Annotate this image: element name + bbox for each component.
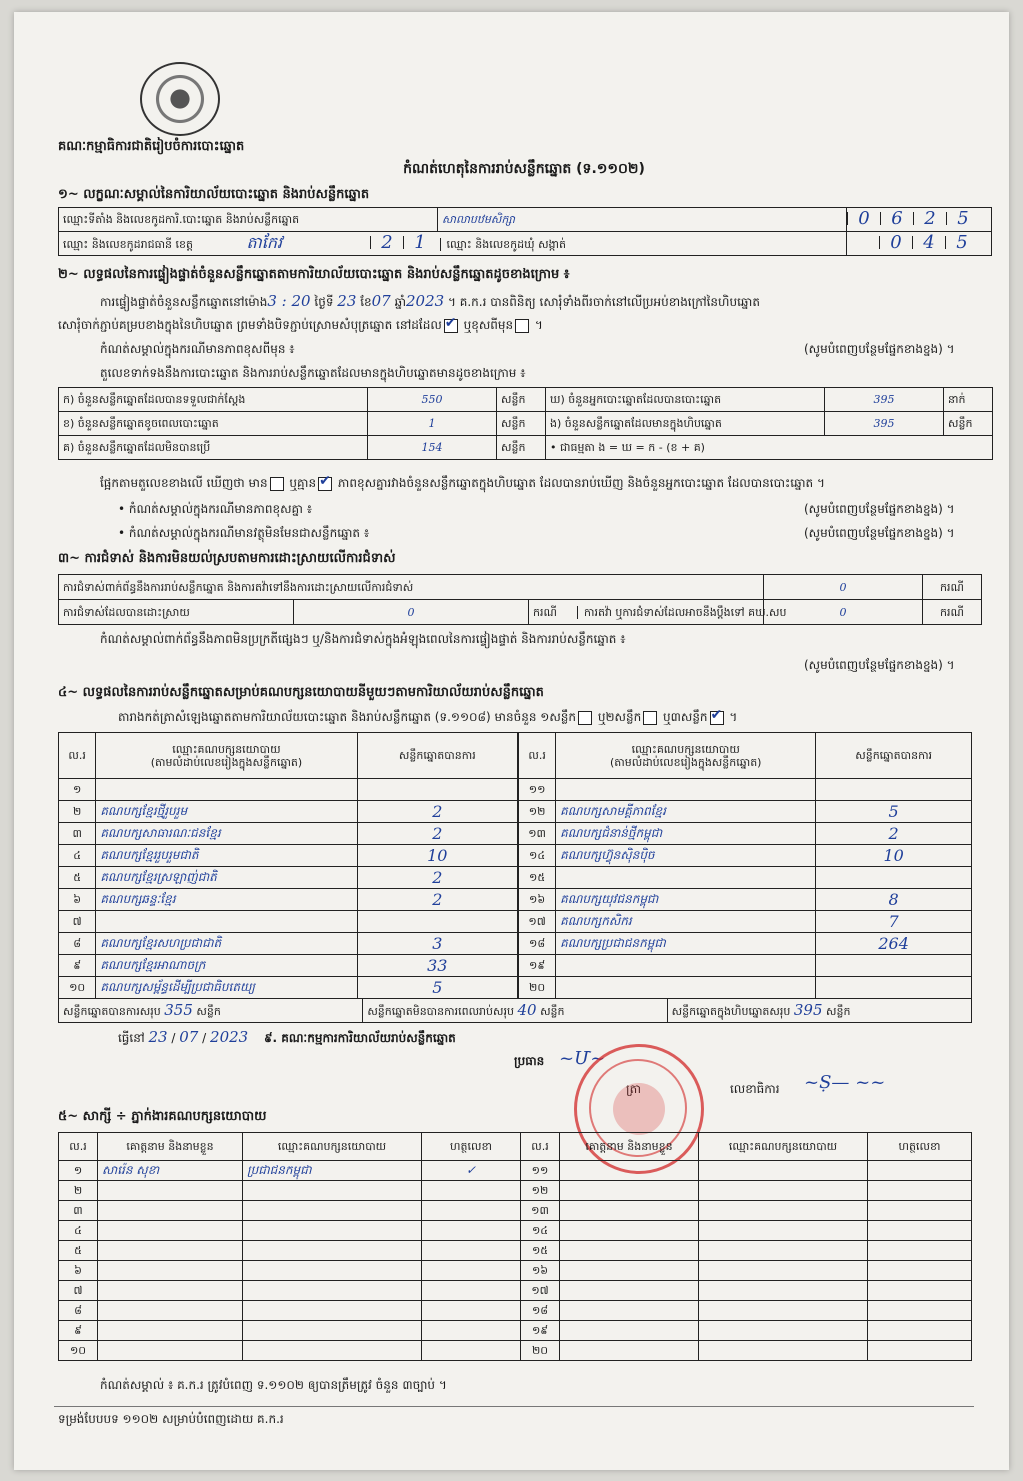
form-page: [14, 12, 1009, 1470]
witness-number: ១១: [521, 1161, 560, 1181]
witness-number: ៨: [59, 1301, 98, 1321]
witness-party[interactable]: [699, 1221, 868, 1241]
witness-name[interactable]: [560, 1241, 699, 1261]
witness-note: កំណត់សម្គាល់ ៖ គ.ក.រ ត្រូវបំពេញ ទ.១១០២ ឲ្យបានត្រឹមត្រូវ ចំនួន ៣ច្បាប់ ។: [100, 1378, 447, 1392]
irregularity-note: កំណត់សម្គាល់ពាក់ព័ន្ធនឹងភាពមិនប្រក្រតីផ្សេងៗ ឬ/និងការជំទាស់ក្នុងអំឡុងពេលនៃការផ្ទៀងផ្ទាត់ និងការរាប់សន្លឹកឆ្នោត ៖: [100, 632, 626, 646]
witness-number: ៤: [59, 1221, 98, 1241]
witness-party[interactable]: [243, 1221, 422, 1241]
complaints-table: ការជំទាស់ពាក់ព័ន្ធនឹងការរាប់សន្លឹកឆ្នោត និងការតវ៉ាទៅនឹងការដោះស្រាយលើការជំទាស់ 0 ករណី ការជំទាស់ដែលបានដោះស្រាយ 0 ករណី ការតវ៉ា ឬការជំទាស់ដែលអាចនឹងប្តឹងទៅ គឃ.សប 0 ករណី: [58, 574, 982, 625]
section5-heading: ៥~ សាក្សី ÷ ភ្នាក់ងារគណបក្សនយោបាយ: [58, 1109, 267, 1124]
figures-row-3: គ) ចំនួនសន្លឹកឆ្នោតដែលមិនបានប្រើ 154 សន្លឹក • ជាធម្មតា ង = ឃ = ក - (ខ + គ): [59, 436, 993, 460]
row-number: ៣: [59, 823, 96, 845]
ballots-in-box[interactable]: 395: [825, 412, 944, 436]
ballot-figures-table: [58, 387, 993, 460]
party-name[interactable]: [556, 867, 816, 889]
party-name[interactable]: [96, 779, 357, 801]
witness-party[interactable]: [699, 1181, 868, 1201]
party-result-row: [59, 955, 518, 977]
party-result-row: [59, 845, 518, 867]
witness-number: ១៩: [521, 1321, 560, 1341]
witness-name[interactable]: [98, 1181, 243, 1201]
party-name[interactable]: [96, 911, 357, 933]
party-result-row: [519, 823, 972, 845]
party-name[interactable]: [556, 977, 816, 999]
party-result-row: [519, 779, 972, 801]
witness-row: [59, 1261, 972, 1281]
witness-signature[interactable]: [868, 1161, 972, 1181]
witness-row: [59, 1221, 972, 1241]
row-number: ១៣: [519, 823, 556, 845]
section4-heading: ៤~ លទ្ធផលនៃការរាប់សន្លឹកឆ្នោតសម្រាប់គណបក្សនយោបាយនីមួយៗតាមការិយាល័យរាប់សន្លឹកឆ្នោត: [58, 685, 544, 700]
witness-signature[interactable]: [868, 1301, 972, 1321]
witness-party[interactable]: [243, 1281, 422, 1301]
witness-party[interactable]: [699, 1281, 868, 1301]
party-result-row: [59, 867, 518, 889]
national-emblem-logo: [140, 62, 220, 136]
party-votes[interactable]: 7: [816, 911, 972, 933]
party-result-row: [59, 889, 518, 911]
witness-number: ១៧: [521, 1281, 560, 1301]
witness-name[interactable]: [560, 1341, 699, 1361]
witness-row: [59, 1301, 972, 1321]
party-result-row: [519, 867, 972, 889]
witness-name[interactable]: [98, 1261, 243, 1281]
party-result-row: [519, 955, 972, 977]
witness-party[interactable]: [699, 1241, 868, 1261]
secretary-signature: ~Ṣ— ~~: [804, 1072, 886, 1093]
ballots-unused[interactable]: 154: [368, 436, 497, 460]
witness-signature[interactable]: [422, 1301, 521, 1321]
footer-rule: [54, 1406, 974, 1407]
party-result-row: [519, 911, 972, 933]
party-name[interactable]: គណបក្សខ្មែរសហប្រជាជាតិ: [96, 933, 357, 955]
witness-name[interactable]: [560, 1201, 699, 1221]
witness-number: ១៥: [521, 1241, 560, 1261]
appeal-count[interactable]: 0: [764, 600, 923, 625]
party-name[interactable]: គណបក្សប្រជាជនកម្ពុជា: [556, 933, 816, 955]
party-votes[interactable]: 2: [357, 801, 517, 823]
row-number: ១១: [519, 779, 556, 801]
chair-label: ប្រធាន: [514, 1054, 545, 1068]
party-result-row: [59, 801, 518, 823]
formula-note: • ជាធម្មតា ង = ឃ = ក - (ខ + គ): [546, 436, 993, 460]
section1-table: [58, 207, 992, 256]
tally-sheet-line: តារាងកត់ត្រាសំឡេងឆ្នោតតាមការិយាល័យបោះឆ្នោត និងរាប់សន្លឹកឆ្នោត (ទ.១១០៨) មានចំនួន ១សន្លឹក ឬ២សន្លឹក ឬ៣សន្លឹក✔ ។: [118, 710, 737, 725]
witness-table: ល.រ គោត្តនាម និងនាមខ្លួន ឈ្មោះគណបក្សនយោបាយ ហត្ថលេខា ល.រ គោត្តនាម និងនាមខ្លួន ឈ្មោះគណបក្សនយោបាយ ហត្ថលេខា ១ សារ៉េន សុខា ប្រជាជនកម្ពុជា ✓ ១១ ២ ១២ ៣ ១៣ ៤ ១៤ ៥ ១៥ ៦ ១៦ ៧ ១៧ ៨ ១៨ ៩ ១៩ ១០ ២០: [58, 1132, 972, 1361]
witness-name[interactable]: [98, 1201, 243, 1221]
party-result-row: [519, 845, 972, 867]
witness-name[interactable]: [98, 1301, 243, 1321]
party-name[interactable]: គណបក្សឆន្ទៈខ្មែរ: [96, 889, 357, 911]
row-number: ១៤: [519, 845, 556, 867]
party-votes[interactable]: [357, 779, 517, 801]
complaints-count[interactable]: 0: [764, 575, 923, 600]
witness-signature[interactable]: [422, 1341, 521, 1361]
party-name[interactable]: គណបក្សខ្មែររួបរួមជាតិ: [96, 845, 357, 867]
witness-signature[interactable]: [422, 1321, 521, 1341]
witness-party[interactable]: [699, 1301, 868, 1321]
witness-party[interactable]: [243, 1181, 422, 1201]
ballots-spoiled[interactable]: 1: [368, 412, 497, 436]
witness-signature[interactable]: [422, 1281, 521, 1301]
party-votes[interactable]: 2: [357, 867, 517, 889]
witness-name[interactable]: [98, 1281, 243, 1301]
row-number: ៧: [59, 911, 96, 933]
ballots-received[interactable]: 550: [368, 388, 497, 412]
witness-row: [59, 1241, 972, 1261]
party-name[interactable]: គណបក្សសាធារណៈជនខ្មែរ: [96, 823, 357, 845]
row-number: ១៩: [519, 955, 556, 977]
party-result-row: [519, 977, 972, 999]
section1-heading: ១~ លក្ខណៈសម្គាល់នៃការិយាល័យបោះឆ្នោត និងរាប់សន្លឹកឆ្នោត: [58, 187, 370, 202]
witness-row: [59, 1181, 972, 1201]
witness-signature[interactable]: [868, 1241, 972, 1261]
section3-heading: ៣~ ការជំទាស់ និងការមិនយល់ស្របតាមការដោះស្រាយលើការជំទាស់: [58, 551, 396, 566]
party-name[interactable]: គណបក្សហ៊្វុនស៊ិនប៉ិច: [556, 845, 816, 867]
witness-signature[interactable]: [868, 1201, 972, 1221]
party-name[interactable]: គណបក្សខ្មែរស្រឡាញ់ជាតិ: [96, 867, 357, 889]
witness-name[interactable]: [560, 1181, 699, 1201]
witness-party[interactable]: [243, 1241, 422, 1261]
valid-total: 355: [164, 1000, 193, 1019]
has-difference-checkbox[interactable]: [270, 477, 284, 491]
party-votes[interactable]: 33: [357, 955, 517, 977]
witness-number: ៩: [59, 1321, 98, 1341]
party-votes[interactable]: 10: [816, 845, 972, 867]
verify-time: 3 : 20: [267, 292, 311, 310]
figures-row-1: ក) ចំនួនសន្លឹកឆ្នោតដែលបានទទួលជាក់ស្តែង 550 សន្លឹក ឃ) ចំនួនអ្នកបោះឆ្នោតដែលបានបោះឆ្នោត 395 នាក់: [59, 388, 993, 412]
compare-line: ផ្អែកតាមតួលេខខាងលើ ឃើញថា មាន ឬគ្មាន✔ ភាពខុសគ្នារវាងចំនួនសន្លឹកឆ្នោតក្នុងហិបឆ្នោត ដែលបានរាប់ឃើញ និងចំនួនអ្នកបោះឆ្នោត ដែលបានបោះឆ្នោត ។: [100, 476, 825, 491]
witness-signature[interactable]: [868, 1261, 972, 1281]
party-result-row: [519, 933, 972, 955]
verify-month: 07: [371, 292, 391, 310]
witness-party[interactable]: ប្រជាជនកម្ពុជា: [243, 1161, 422, 1181]
witness-number: ៧: [59, 1281, 98, 1301]
party-result-row: [59, 933, 518, 955]
party-votes[interactable]: 2: [816, 823, 972, 845]
row-number: ៦: [59, 889, 96, 911]
party-name[interactable]: [556, 779, 816, 801]
party-votes[interactable]: [357, 911, 517, 933]
witness-party[interactable]: [699, 1341, 868, 1361]
party-votes[interactable]: 5: [816, 801, 972, 823]
results-totals: សន្លឹកឆ្នោតបានការសរុប 355 សន្លឹក សន្លឹកឆ្នោតមិនបានការពេលរាប់សរុប 40 សន្លឹក សន្លឹកឆ្នោតក្នុងហិបឆ្នោតសរុប 395 សន្លឹក: [58, 998, 972, 1023]
party-result-row: [59, 977, 518, 999]
witness-number: ១: [59, 1161, 98, 1181]
party-votes[interactable]: 5: [357, 977, 517, 999]
row-number: ៤: [59, 845, 96, 867]
row-number: ៩: [59, 955, 96, 977]
party-name[interactable]: គណបក្សជំនាន់ថ្មីកម្ពុជា: [556, 823, 816, 845]
witness-number: ២០: [521, 1341, 560, 1361]
row-number: ១០: [59, 977, 96, 999]
organization-name: គណៈកម្មាធិការជាតិរៀបចំការបោះឆ្នោត: [58, 139, 245, 154]
party-votes[interactable]: [816, 867, 972, 889]
party-votes[interactable]: 264: [816, 933, 972, 955]
secretary-label: លេខាធិការ: [730, 1082, 780, 1096]
difference-note: • កំណត់សម្គាល់ក្នុងករណីមានភាពខុសគ្នា ៖: [118, 502, 313, 516]
witness-name[interactable]: [560, 1221, 699, 1241]
witness-name[interactable]: សារ៉េន សុខា: [98, 1161, 243, 1181]
witness-name[interactable]: [98, 1321, 243, 1341]
witness-name[interactable]: [98, 1221, 243, 1241]
province-label: ឈ្មោះ និងលេខកូដរាជធានី ខេត្ត: [63, 238, 193, 251]
party-name[interactable]: គណបក្សសាមគ្គីភាពខ្មែរ: [556, 801, 816, 823]
fill-back-note-1: (សូមបំពេញបន្ថែមផ្នែកខាងខ្នង) ។: [804, 342, 955, 356]
row-number: ១៨: [519, 933, 556, 955]
party-name[interactable]: គណបក្សខ្មែរថ្មីរួបរួម: [96, 801, 357, 823]
witness-name[interactable]: [560, 1161, 699, 1181]
witness-signature[interactable]: ✓: [422, 1161, 521, 1181]
province-code-1: 2: [370, 236, 403, 249]
invalid-total: 40: [517, 1000, 537, 1019]
witness-party[interactable]: [699, 1161, 868, 1181]
box-total: 395: [793, 1000, 823, 1019]
form-footer: ទម្រង់បែបបទ ១១០២ សម្រាប់បំពេញដោយ គ.ក.រ: [58, 1412, 284, 1426]
witness-row: [59, 1341, 972, 1361]
witness-signature[interactable]: [868, 1321, 972, 1341]
row-number: ២០: [519, 977, 556, 999]
row-number: ១: [59, 779, 96, 801]
results-table-right: ល.រ ឈ្មោះគណបក្សនយោបាយ (តាមលំដាប់លេខរៀងក្នុងសន្លឹកឆ្នោត) សន្លឹកឆ្នោតបានការ ១១ ១២ គណបក្សសាមគ្គីភាពខ្មែរ 5 ១៣ គណបក្សជំនាន់ថ្មីកម្ពុជា 2 ១៤ គណបក្សហ៊្វុនស៊ិនប៉ិច 10 ១៥ ១៦ គណបក្សយុវជនកម្ពុជា 8 ១៧ គណបក្សកសិករ 7 ១៨ គណបក្សប្រជាជនកម្ពុជា 264 ១៩ ២០: [518, 732, 972, 999]
row-number: ៥: [59, 867, 96, 889]
witness-signature[interactable]: [868, 1341, 972, 1361]
seal-label: ត្រា: [626, 1082, 641, 1096]
fill-back-note-3: (សូមបំពេញបន្ថែមផ្នែកខាងខ្នង) ។: [804, 526, 955, 540]
witness-number: ១០: [59, 1341, 98, 1361]
fill-back-note-2: (សូមបំពេញបន្ថែមផ្នែកខាងខ្នង) ។: [804, 502, 955, 516]
party-name[interactable]: [556, 955, 816, 977]
witness-signature[interactable]: [422, 1221, 521, 1241]
party-votes[interactable]: 2: [357, 823, 517, 845]
party-votes[interactable]: 2: [357, 889, 517, 911]
committee-title: ៩. គណៈកម្មការការិយាល័យរាប់សន្លឹកឆ្នោត: [264, 1031, 456, 1045]
witness-number: ២: [59, 1181, 98, 1201]
party-votes[interactable]: [816, 955, 972, 977]
party-name[interactable]: គណបក្សយុវជនកម្ពុជា: [556, 889, 816, 911]
witness-row: [59, 1161, 972, 1181]
different-checkbox[interactable]: [515, 319, 529, 333]
witness-party[interactable]: [243, 1321, 422, 1341]
fill-back-note-4: (សូមបំពេញបន្ថែមផ្នែកខាងខ្នង) ។: [804, 658, 955, 672]
witness-number: ១២: [521, 1181, 560, 1201]
verify-year: 2023: [406, 292, 445, 310]
office-code[interactable]: 0 6 2 5: [847, 208, 992, 232]
party-name[interactable]: គណបក្សសម្ព័ន្ធដើម្បីប្រជាធិបតេយ្យ: [96, 977, 357, 999]
witness-signature[interactable]: [868, 1281, 972, 1301]
witness-name[interactable]: [98, 1341, 243, 1361]
done-date-line: ធ្វើនៅ 23 / 07 / 2023 ៩. គណៈកម្មការការិយាល័យរាប់សន្លឹកឆ្នោត: [118, 1028, 456, 1046]
witness-party[interactable]: [243, 1341, 422, 1361]
resolved-count[interactable]: 0: [294, 600, 529, 625]
witness-number: ៥: [59, 1241, 98, 1261]
party-result-row: [519, 801, 972, 823]
one-sheet-checkbox[interactable]: [578, 711, 592, 725]
witness-party[interactable]: [699, 1321, 868, 1341]
verify-day: 23: [337, 292, 357, 310]
witness-party[interactable]: [699, 1201, 868, 1221]
commune-code[interactable]: 0 4 5: [847, 232, 992, 256]
party-votes[interactable]: [816, 977, 972, 999]
party-result-row: [59, 779, 518, 801]
witness-party[interactable]: [243, 1301, 422, 1321]
office-name[interactable]: សាលាបឋមសិក្សា: [438, 208, 847, 232]
row-number: ២: [59, 801, 96, 823]
witness-signature[interactable]: [422, 1201, 521, 1221]
witness-row: [59, 1281, 972, 1301]
party-result-row: [59, 823, 518, 845]
witness-party[interactable]: [699, 1261, 868, 1281]
verify-line-1: ការផ្ទៀងផ្ទាត់ចំនួនសន្លឹកឆ្នោតនៅម៉ោង3 : 20 ថ្ងៃទី 23 ខែ07 ឆ្នាំ2023 ។ គ.ក.រ បានពិនិត្យ សោរុំទាំងពីរចាក់នៅលើប្រអប់ខាងក្រៅនៃហិបឆ្នោត: [100, 292, 760, 310]
party-name[interactable]: គណបក្សកសិករ: [556, 911, 816, 933]
difference-note-label: កំណត់សម្គាល់ក្នុងករណីមានភាពខុសពីមុន ៖: [100, 342, 295, 356]
row-number: ១២: [519, 801, 556, 823]
party-votes[interactable]: 10: [357, 845, 517, 867]
verify-line-2: សោរុំចាក់ភ្ជាប់គម្របខាងក្នុងនៃហិបឆ្នោត ព្រមទាំងបិទភ្ជាប់ស្រោមសំបុត្រឆ្នោត នៅដដែល✔ ឬខុសពីមុន ។: [58, 318, 543, 333]
party-votes[interactable]: 3: [357, 933, 517, 955]
section2-heading: ២~ លទ្ធផលនៃការផ្ទៀងផ្ទាត់ចំនួនសន្លឹកឆ្នោតតាមការិយាល័យបោះឆ្នោត និងរាប់សន្លឹកឆ្នោតដូចខាងក្រោម ៖: [58, 267, 570, 282]
commune-label: ឈ្មោះ និងលេខកូដឃុំ សង្កាត់: [440, 238, 567, 251]
witness-signature[interactable]: [868, 1181, 972, 1201]
row-number: ៨: [59, 933, 96, 955]
same-checkbox[interactable]: [444, 319, 458, 333]
province-code-2: 1: [403, 236, 436, 249]
witness-signature[interactable]: [422, 1261, 521, 1281]
witness-row: [59, 1201, 972, 1221]
three-sheets-checkbox[interactable]: [710, 711, 724, 725]
witness-signature[interactable]: [422, 1241, 521, 1261]
chair-signature: ~Մ~: [559, 1048, 606, 1069]
party-result-row: [519, 889, 972, 911]
witness-number: ១៣: [521, 1201, 560, 1221]
row-number: ១៥: [519, 867, 556, 889]
party-result-row: [59, 911, 518, 933]
party-votes[interactable]: 8: [816, 889, 972, 911]
row-number: ១៦: [519, 889, 556, 911]
no-difference-checkbox[interactable]: [318, 477, 332, 491]
witness-number: ១៤: [521, 1221, 560, 1241]
form-title: កំណត់ហេតុនៃការរាប់សន្លឹកឆ្នោត (ទ.១១០២): [403, 161, 645, 177]
results-table-left: ល.រ ឈ្មោះគណបក្សនយោបាយ (តាមលំដាប់លេខរៀងក្នុងសន្លឹកឆ្នោត) សន្លឹកឆ្នោតបានការ ១ ២ គណបក្សខ្មែរថ្មីរួបរួម 2 ៣ គណបក្សសាធារណៈជនខ្មែរ 2 ៤ គណបក្សខ្មែររួបរួមជាតិ 10 ៥ គណបក្សខ្មែរស្រឡាញ់ជាតិ 2 ៦ គណបក្សឆន្ទៈខ្មែរ 2 ៧ ៨ គណបក្សខ្មែរសហប្រជាជាតិ 3 ៩ គណបក្សខ្មែរអាណាចក្រ 33 ១០ គណបក្សសម្ព័ន្ធដើម្បីប្រជាធិបតេយ្យ 5: [58, 732, 518, 999]
witness-name[interactable]: [560, 1321, 699, 1341]
witness-number: ១៦: [521, 1261, 560, 1281]
row-number: ១៧: [519, 911, 556, 933]
party-name[interactable]: គណបក្សខ្មែរអាណាចក្រ: [96, 955, 357, 977]
witness-name[interactable]: [560, 1301, 699, 1321]
figures-intro: តួលេខទាក់ទងនឹងការបោះឆ្នោត និងការរាប់សន្លឹកឆ្នោតដែលមានក្នុងហិបឆ្នោតមានដូចខាងក្រោម ៖: [100, 366, 526, 380]
witness-number: ១៨: [521, 1301, 560, 1321]
witness-row: [59, 1321, 972, 1341]
witness-name[interactable]: [98, 1241, 243, 1261]
figures-row-2: ខ) ចំនួនសន្លឹកឆ្នោតខូចពេលបោះឆ្នោត 1 សន្លឹក ង) ចំនួនសន្លឹកឆ្នោតដែលមានក្នុងហិបឆ្នោត 395 សន្លឹក: [59, 412, 993, 436]
voters-voted[interactable]: 395: [825, 388, 944, 412]
witness-name[interactable]: [560, 1281, 699, 1301]
witness-signature[interactable]: [422, 1181, 521, 1201]
witness-signature[interactable]: [868, 1221, 972, 1241]
foreign-object-note: • កំណត់សម្គាល់ក្នុងករណីមានវត្ថុមិនមែនជាសន្លឹកឆ្នោត ៖: [118, 526, 370, 540]
witness-party[interactable]: [243, 1261, 422, 1281]
party-votes[interactable]: [816, 779, 972, 801]
witness-party[interactable]: [243, 1201, 422, 1221]
witness-name[interactable]: [560, 1261, 699, 1281]
two-sheets-checkbox[interactable]: [643, 711, 657, 725]
witness-number: ៦: [59, 1261, 98, 1281]
province-name: តាកែវ: [246, 233, 283, 252]
office-label: ឈ្មោះទីតាំង និងលេខកូដការិ.បោះឆ្នោត និងរាប់សន្លឹកឆ្នោត: [59, 208, 438, 232]
witness-number: ៣: [59, 1201, 98, 1221]
